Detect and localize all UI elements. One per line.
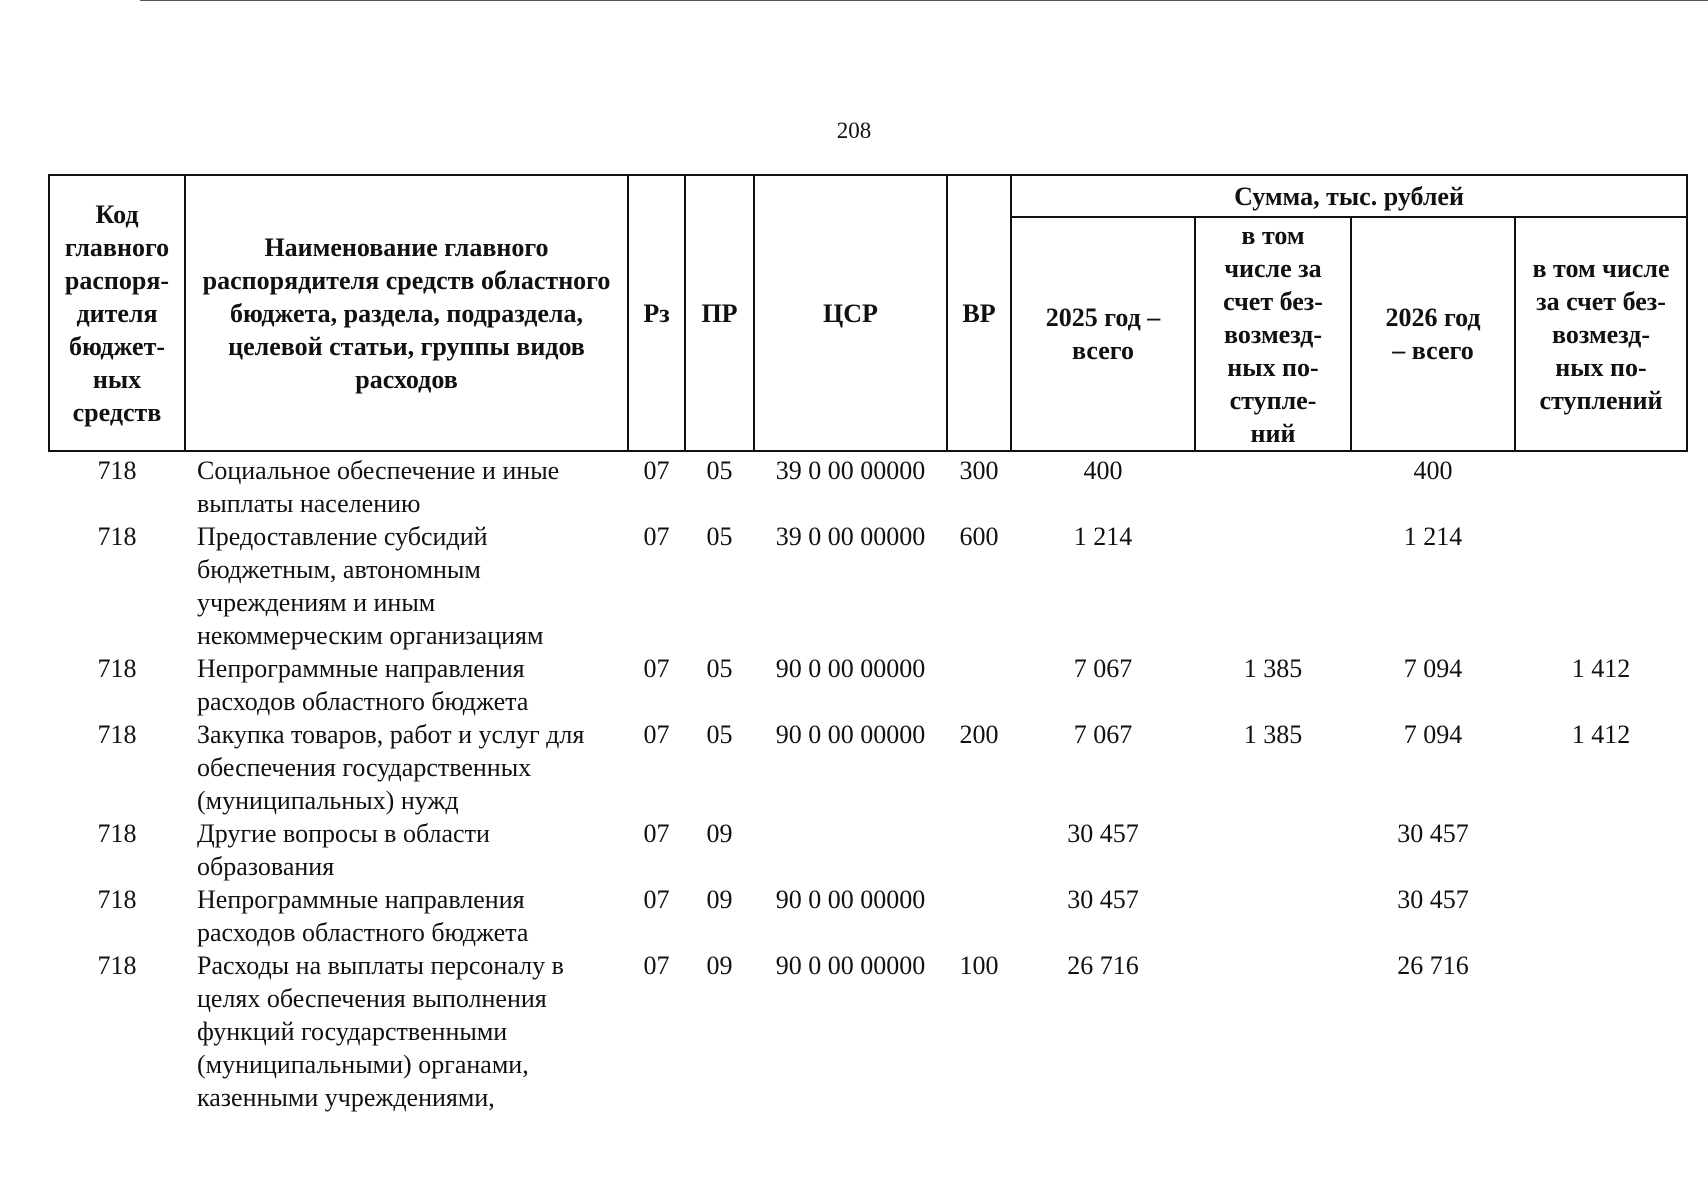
cell-pr: 05 xyxy=(706,522,733,551)
table-row xyxy=(49,883,1687,949)
cell-total-2025: 26 716 xyxy=(1067,951,1139,980)
cell-code: 718 xyxy=(97,522,137,551)
cell-code: 718 xyxy=(97,654,137,683)
cell-total-2025: 30 457 xyxy=(1067,819,1139,848)
cell-rz: 07 xyxy=(643,456,670,485)
cell-vr: 100 xyxy=(959,951,999,980)
cell-vr: 600 xyxy=(959,522,999,551)
header-total-2025: 2025 год – всего xyxy=(1011,217,1195,451)
cell-free-2025 xyxy=(1195,451,1351,520)
cell-rz: 07 xyxy=(643,720,670,749)
cell-free-2026 xyxy=(1515,949,1687,1114)
cell-pr: 09 xyxy=(706,819,733,848)
cell-total-2026: 7 094 xyxy=(1403,720,1463,749)
header-total-2026: 2026 год – всего xyxy=(1351,217,1515,451)
header-code: Код главного распоря-дителя бюджет-ных средств xyxy=(49,175,185,451)
cell-name: Предоставление субсидий бюджетным, автономным учреждениям и иным некоммерческим организациям xyxy=(197,522,544,650)
cell-name: Непрограммные направления расходов областного бюджета xyxy=(197,885,529,947)
header-csr: ЦСР xyxy=(754,175,947,451)
header-vr: ВР xyxy=(947,175,1011,451)
cell-pr: 05 xyxy=(706,720,733,749)
cell-free-2026 xyxy=(1515,451,1687,520)
cell-rz: 07 xyxy=(643,654,670,683)
table-row xyxy=(49,949,1687,1114)
cell-vr xyxy=(947,817,1011,883)
cell-code: 718 xyxy=(97,819,137,848)
page-number: 208 xyxy=(836,118,872,143)
cell-total-2025: 1 214 xyxy=(1073,522,1133,551)
cell-code: 718 xyxy=(97,456,137,485)
cell-name: Непрограммные направления расходов областного бюджета xyxy=(197,654,529,716)
cell-total-2025: 7 067 xyxy=(1073,720,1133,749)
cell-name: Расходы на выплаты персоналу в целях обеспечения выполнения функций государственными (муниципальными) органами, казенными учреждениями, xyxy=(197,951,564,1112)
cell-total-2026: 1 214 xyxy=(1403,522,1463,551)
cell-name: Закупка товаров, работ и услуг для обеспечения государственных (муниципальных) нужд xyxy=(197,720,585,815)
cell-csr: 90 0 00 00000 xyxy=(775,885,926,914)
cell-vr xyxy=(947,652,1011,718)
cell-name: Социальное обеспечение и иные выплаты населению xyxy=(197,456,560,518)
table-row xyxy=(49,652,1687,718)
budget-table xyxy=(48,174,1688,1114)
cell-pr: 09 xyxy=(706,885,733,914)
cell-total-2026: 30 457 xyxy=(1397,885,1469,914)
cell-free-2025 xyxy=(1195,817,1351,883)
cell-total-2026: 7 094 xyxy=(1403,654,1463,683)
header-pr: ПР xyxy=(685,175,754,451)
cell-free-2026: 1 412 xyxy=(1571,654,1631,683)
cell-rz: 07 xyxy=(643,885,670,914)
header-rz: Рз xyxy=(628,175,685,451)
cell-pr: 09 xyxy=(706,951,733,980)
cell-pr: 05 xyxy=(706,456,733,485)
cell-csr: 90 0 00 00000 xyxy=(775,951,926,980)
cell-csr: 39 0 00 00000 xyxy=(775,456,926,485)
cell-free-2025 xyxy=(1195,883,1351,949)
cell-vr: 300 xyxy=(959,456,999,485)
cell-free-2026 xyxy=(1515,883,1687,949)
cell-free-2026: 1 412 xyxy=(1571,720,1631,749)
cell-pr: 05 xyxy=(706,654,733,683)
cell-vr xyxy=(947,883,1011,949)
cell-name: Другие вопросы в области образования xyxy=(197,819,490,881)
cell-vr: 200 xyxy=(959,720,999,749)
cell-csr: 90 0 00 00000 xyxy=(775,654,926,683)
table-row xyxy=(49,718,1687,817)
cell-free-2026 xyxy=(1515,817,1687,883)
table-row xyxy=(49,451,1687,520)
header-free-2025: в том числе за счет без-возмезд-ных по-ступле-ний xyxy=(1195,217,1351,451)
cell-free-2025: 1 385 xyxy=(1243,654,1303,683)
cell-free-2026 xyxy=(1515,520,1687,652)
cell-free-2025 xyxy=(1195,520,1351,652)
cell-total-2025: 7 067 xyxy=(1073,654,1133,683)
top-border-line xyxy=(140,0,1708,1)
cell-csr: 90 0 00 00000 xyxy=(775,720,926,749)
cell-code: 718 xyxy=(97,720,137,749)
table-body xyxy=(49,451,1687,1114)
cell-total-2025: 400 xyxy=(1083,456,1123,485)
cell-free-2025 xyxy=(1195,949,1351,1114)
header-free-2026: в том числе за счет без-возмезд-ных по-ступлений xyxy=(1515,217,1687,451)
cell-code: 718 xyxy=(97,885,137,914)
cell-rz: 07 xyxy=(643,951,670,980)
cell-total-2025: 30 457 xyxy=(1067,885,1139,914)
cell-csr: 39 0 00 00000 xyxy=(775,522,926,551)
header-name: Наименование главного распорядителя средств областного бюджета, раздела, подраздела, целевой статьи, группы видов расходов xyxy=(185,175,628,451)
cell-total-2026: 26 716 xyxy=(1397,951,1469,980)
table-header xyxy=(49,175,1687,451)
cell-total-2026: 400 xyxy=(1413,456,1453,485)
cell-code: 718 xyxy=(97,951,137,980)
cell-rz: 07 xyxy=(643,522,670,551)
header-sum-group: Сумма, тыс. рублей xyxy=(1011,175,1687,217)
cell-free-2025: 1 385 xyxy=(1243,720,1303,749)
cell-rz: 07 xyxy=(643,819,670,848)
table-row xyxy=(49,817,1687,883)
cell-csr xyxy=(754,817,947,883)
table-row xyxy=(49,520,1687,652)
cell-total-2026: 30 457 xyxy=(1397,819,1469,848)
